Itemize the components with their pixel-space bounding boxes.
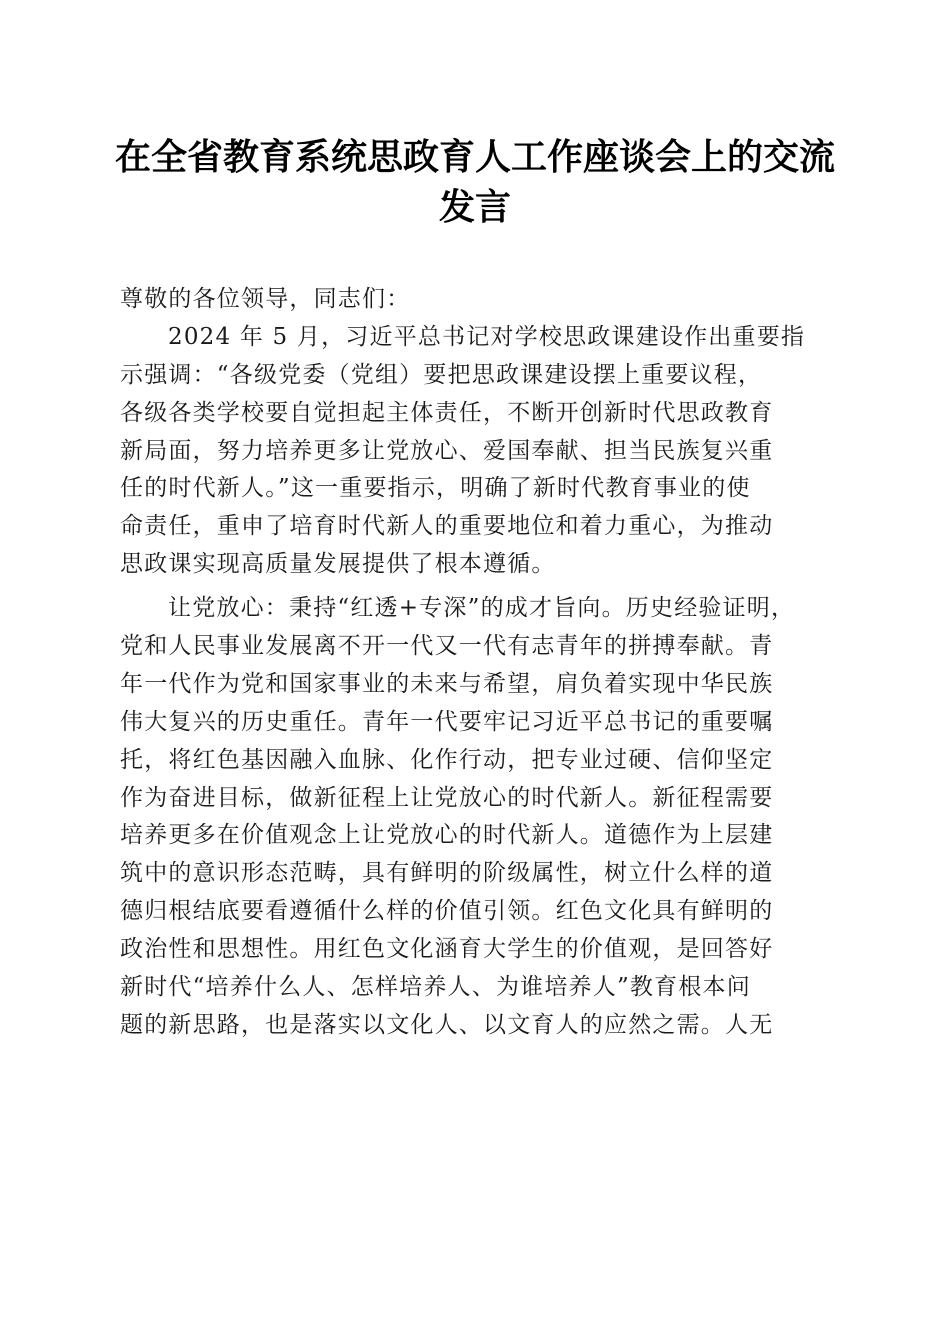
paragraph-line: 政治性和思想性。用红色文化涵育大学生的价值观，是回答好 bbox=[120, 936, 774, 963]
paragraph-line: 托，将红色基因融入血脉、化作行动，把专业过硬、信仰坚定 bbox=[120, 746, 774, 773]
document-title bbox=[100, 132, 850, 232]
paragraph-line: 命责任，重申了培育时代新人的重要地位和着力重心，为推动 bbox=[120, 513, 774, 540]
paragraph-line: 任的时代新人。”这一重要指示，明确了新时代教育事业的使 bbox=[120, 475, 751, 502]
salutation: 尊敬的各位领导，同志们： bbox=[120, 286, 411, 312]
paragraph-line: 伟大复兴的历史重任。青年一代要牢记习近平总书记的重要嘱 bbox=[120, 708, 774, 735]
paragraph-line: 各级各类学校要自觉担起主体责任，不断开创新时代思政教育 bbox=[120, 399, 774, 426]
paragraph-line: 2024 年 5 月，习近平总书记对学校思政课建设作出重要指 bbox=[168, 323, 806, 350]
paragraph-line: 新时代“培养什么人、怎样培养人、为谁培养人”教育根本问 bbox=[120, 974, 751, 1001]
paragraph-line: 新局面，努力培养更多让党放心、爱国奉献、担当民族复兴重 bbox=[120, 437, 774, 464]
document-body bbox=[120, 281, 832, 1045]
paragraph-line: 题的新思路，也是落实以文化人、以文育人的应然之需。人无 bbox=[120, 1011, 774, 1038]
paragraph-1 bbox=[120, 319, 832, 584]
paragraph-2 bbox=[120, 590, 832, 1045]
paragraph-line: 培养更多在价值观念上让党放心的时代新人。道德作为上层建 bbox=[120, 822, 774, 849]
paragraph-line: 示强调：“各级党委（党组）要把思政课建设摆上重要议程， bbox=[120, 361, 763, 388]
paragraph-line: 党和人民事业发展离不开一代又一代有志青年的拼搏奉献。青 bbox=[120, 633, 774, 660]
paragraph-line: 让党放心：秉持“红透+专深”的成才旨向。历史经验证明， bbox=[168, 595, 796, 622]
paragraph-line: 年一代作为党和国家事业的未来与希望，肩负着实现中华民族 bbox=[120, 670, 774, 697]
title-line: 在全省教育系统思政育人工作座谈会上的交流 bbox=[114, 136, 835, 178]
paragraph-line: 思政课实现高质量发展提供了根本遵循。 bbox=[120, 551, 556, 578]
paragraph-line: 作为奋进目标，做新征程上让党放心的时代新人。新征程需要 bbox=[120, 784, 774, 811]
paragraph-line: 筑中的意识形态范畴，具有鲜明的阶级属性，树立什么样的道 bbox=[120, 860, 774, 887]
title-line: 发言 bbox=[438, 186, 511, 228]
paragraph-line: 德归根结底要看遵循什么样的价值引领。红色文化具有鲜明的 bbox=[120, 898, 774, 925]
